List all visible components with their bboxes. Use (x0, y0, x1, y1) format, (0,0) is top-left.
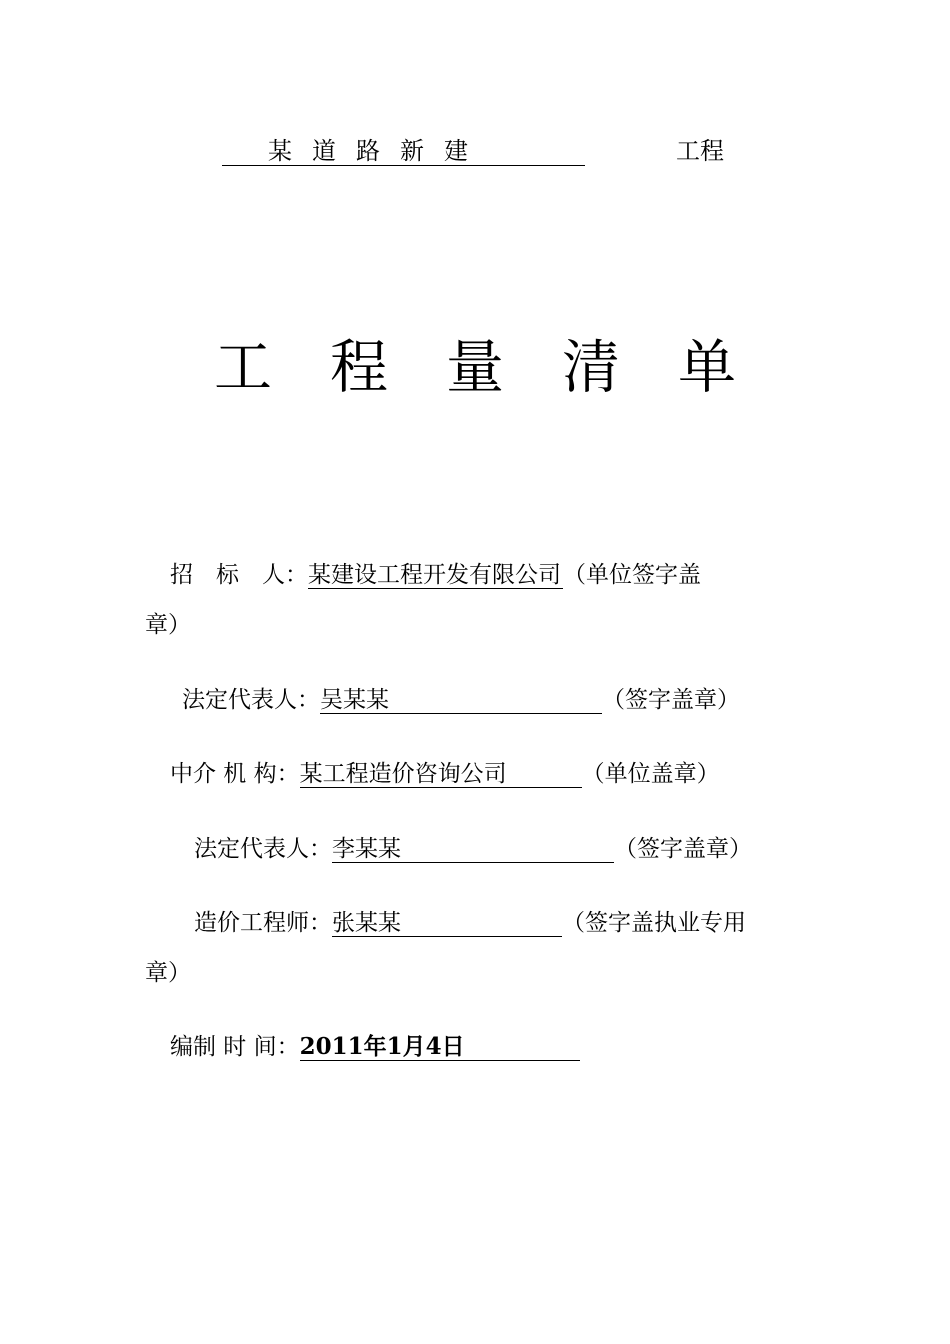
tenderer-value: 某建设工程开发有限公司 (308, 562, 561, 588)
cost-engineer-row (194, 908, 746, 938)
agency-note: （单位盖章） (581, 761, 720, 787)
tenderer-row (170, 560, 701, 590)
cost-engineer-note-wrap: 章） (145, 960, 191, 986)
legal-rep-2-row (194, 834, 752, 864)
tenderer-note-wrap: 章） (145, 612, 191, 638)
legal-rep-2-value: 李某某 (332, 836, 614, 863)
page-title: 工程量清单 (214, 333, 795, 401)
tenderer-label: 招 标 人： (170, 562, 308, 588)
legal-rep-2-note: （签字盖章） (614, 836, 752, 862)
cost-engineer-label: 造价工程师： (194, 910, 332, 936)
cost-engineer-note: （签字盖执业专用 (562, 910, 746, 936)
compile-time-row (170, 1032, 580, 1062)
agency-row (170, 759, 720, 789)
compile-time-label: 编制 时 间： (170, 1034, 300, 1060)
legal-rep-1-value: 吴某某 (320, 687, 602, 714)
cost-engineer-value: 张某某 (332, 910, 562, 937)
agency-label: 中介 机 构： (170, 761, 300, 787)
legal-rep-1-note: （签字盖章） (602, 687, 740, 713)
project-name: 某道路新建 (222, 136, 585, 166)
compile-time-value: 2011年1月4日 (300, 1034, 580, 1061)
tenderer-note: （单位签字盖 (563, 562, 701, 588)
legal-rep-1-row (182, 685, 740, 715)
agency-value: 某工程造价咨询公司 (300, 761, 582, 788)
legal-rep-1-label: 法定代表人： (182, 687, 320, 713)
project-suffix: 工程 (676, 137, 724, 165)
legal-rep-2-label: 法定代表人： (194, 836, 332, 862)
